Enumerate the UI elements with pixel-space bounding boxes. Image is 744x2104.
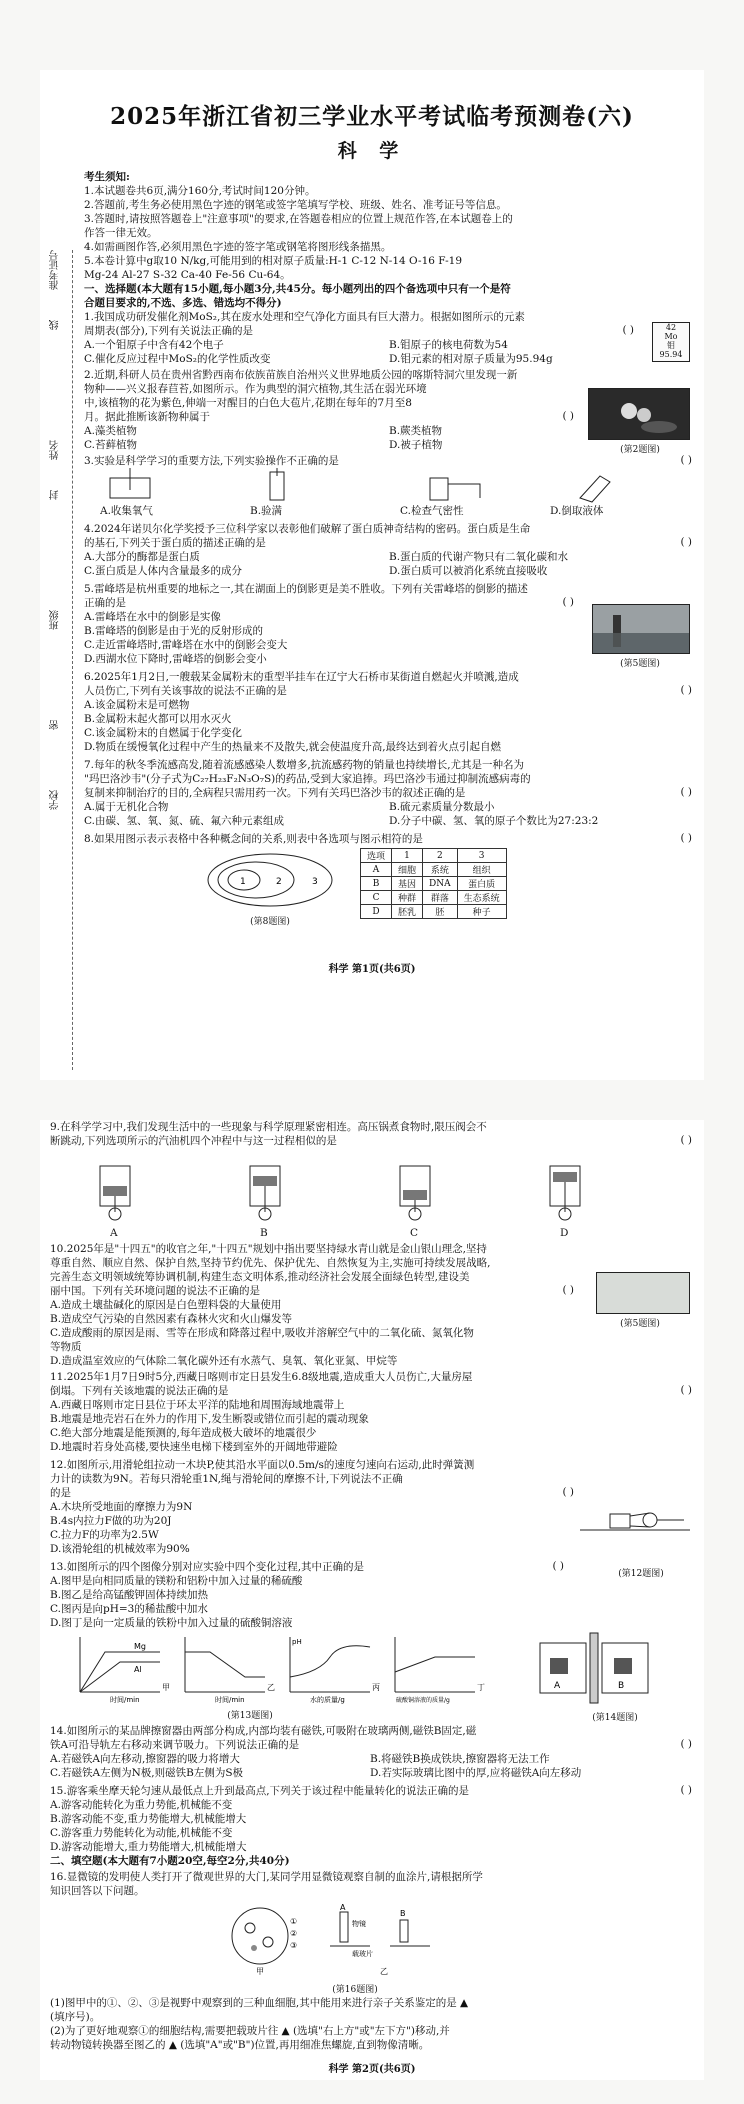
table-header: 1 <box>392 849 423 863</box>
table-cell: D <box>361 905 392 919</box>
question-13 <box>50 1560 570 1630</box>
table-row <box>361 891 507 905</box>
question-7 <box>84 758 694 828</box>
q13-option-c: C.图丙是向pH=3的稀盐酸中加水 <box>50 1603 208 1615</box>
q12-answer-bracket: ( ) <box>562 1486 574 1498</box>
exam-subject: 科 学 <box>337 140 407 162</box>
q6-stem-cont: 人员伤亡,下列有关该事故的说法不正确的是 <box>84 685 287 697</box>
engine-stroke-c <box>400 1166 430 1220</box>
graph-jia <box>80 1637 170 1704</box>
binding-margin <box>42 250 73 1070</box>
q10-option-c: C.造成酸雨的原因是雨、雪等在形成和降落过程中,吸收并溶解空气中的二氧化硫、氮氧化物 <box>50 1327 474 1339</box>
q14-option-b: B.将磁铁B换成铁块,擦窗器将无法工作 <box>370 1753 550 1765</box>
q12-stem-cont: 的是 <box>50 1487 71 1499</box>
q14-stem-cont: 铁A可沿导轨左右移动来调节吸力。下列说法正确的是 <box>50 1739 300 1751</box>
table-row <box>361 877 507 891</box>
graph-label-al: Al <box>134 1665 142 1674</box>
q14-option-c: C.若磁铁A左侧为N极,则磁铁B左侧为S极 <box>50 1767 244 1779</box>
table-cell: C <box>361 891 392 905</box>
q5-option-b: B.雷峰塔的倒影是由于光的反射形成的 <box>84 625 264 637</box>
q1-stem: 1.我国成功研发催化剂MoS₂,其在废水处理和空气净化方面具有巨大潜力。根据如图所示的元素 <box>84 311 525 323</box>
q14-stem: 14.如图所示的某品牌擦窗器由两部分构成,内部均装有磁铁,可吸附在玻璃两侧,磁铁B固定,磁 <box>50 1725 477 1737</box>
notice-line: 1.本试题卷共6页,满分160分,考试时间120分钟。 <box>84 185 316 197</box>
binding-line: 线 <box>50 320 61 330</box>
question-1 <box>84 310 694 366</box>
q16-stem: 16.显微镜的发明使人类打开了微观世界的大门,某同学用显微镜观察自制的血涂片,请根据所学 <box>50 1871 483 1883</box>
q1-option-a: A.一个钼原子中含有42个电子 <box>84 339 224 351</box>
magnet-a-label: A <box>554 1681 561 1691</box>
q9-stem: 9.在科学学习中,我们发现生活中的一些现象与科学原理紧密相连。高压锅煮食物时,限压阀会不 <box>50 1121 487 1133</box>
q10-option-a: A.造成土壤盐碱化的原因是白色塑料袋的大量使用 <box>50 1299 282 1311</box>
table-cell: 基因 <box>392 877 423 891</box>
q12-pulley-diagram <box>580 1504 690 1564</box>
q12-option-c: C.拉力F的功率为2.5W <box>50 1529 159 1541</box>
q2-option-a: A.藻类植物 <box>84 425 137 437</box>
engine-stroke-b <box>250 1166 280 1220</box>
notice-line: 作答一律无效。 <box>84 227 158 239</box>
q13-option-b: B.图乙是给高锰酸钾固体持续加热 <box>50 1589 209 1601</box>
q11-option-d: D.地震时若身处高楼,要快速坐电梯下楼到室外的开阔地带避险 <box>50 1441 338 1453</box>
q3-options <box>100 504 690 518</box>
binding-class: 班级 <box>50 610 61 630</box>
question-15 <box>50 1784 690 1868</box>
q13-option-d: D.图丁是向一定质量的铁粉中加入过量的硫酸铜溶液 <box>50 1617 293 1629</box>
table-cell: 胚 <box>423 905 458 919</box>
q5-option-c: C.走近雷峰塔时,雷峰塔在水中的倒影会变大 <box>84 639 288 651</box>
graph-tag-ding: 丁 <box>477 1683 485 1692</box>
q14-option-a: A.若磁铁A向左移动,擦窗器的吸力将增大 <box>50 1753 240 1765</box>
position-b-label: B <box>400 1909 406 1918</box>
q10-option-c-cont: 等物质 <box>50 1341 82 1353</box>
q4-option-d: D.蛋白质可以被消化系统直接吸收 <box>389 565 548 577</box>
q16-part-1: (1)图甲中的①、②、③是视野中观察到的三种血细胞,其中能用来进行亲子关系鉴定的是 ▲ <box>50 1997 469 2009</box>
q8-stem: 8.如果用图示表示表格中各种概念间的关系,则表中各选项与图示相符的是 <box>84 833 423 845</box>
flower-illustration <box>589 389 689 439</box>
q8-venn-diagram <box>200 850 340 910</box>
magnet-b-label: B <box>618 1681 625 1691</box>
q3-option-a: A.收集氧气 <box>100 505 153 517</box>
q7-stem: 7.每年的秋冬季流感高发,随着流感感染人数增多,抗流感药物的销量也持续增长,尤其是一种名为 <box>84 759 525 771</box>
q7-stem-cont: 复制来抑制治疗的目的,全病程只需用药一次。下列有关玛巴洛沙韦的叙述正确的是 <box>84 787 466 799</box>
q3-lab-apparatus <box>100 468 660 504</box>
table-cell: 组织 <box>457 863 506 877</box>
mo-mass: 95.94 <box>659 350 683 359</box>
notice-line: 3.答题时,请按照答题卷上"注意事项"的要求,在答题卷相应的位置上规范作答,在本试题卷上的 <box>84 213 513 225</box>
notice-line: 5.本卷计算中g取10 N/kg,可能用到的相对原子质量:H-1 C-12 N-14 O-16 F-19 <box>84 255 463 267</box>
table-cell: 生态系统 <box>457 891 506 905</box>
q2-stem: 2.近期,科研人员在贵州省黔西南布依族苗族自治州兴义世界地质公园的喀斯特洞穴里发现一新 <box>84 369 518 381</box>
q2-stem-cont: 中,该植物的花为紫色,伸端一对醒目的白色大苞片,花期在每年的7月至8 <box>84 397 412 409</box>
cell-mark-1: ① <box>290 1917 298 1926</box>
q7-answer-bracket: ( ) <box>680 786 692 798</box>
q1-stem-cont: 周期表(部分),下列有关说法正确的是 <box>84 325 254 337</box>
q7-option-b: B.硫元素质量分数最小 <box>389 801 495 813</box>
q12-option-d: D.该滑轮组的机械效率为90% <box>50 1543 190 1555</box>
q13-caption: (第13题图) <box>227 1711 273 1721</box>
mo-symbol: Mo <box>664 332 678 341</box>
q13-stem: 13.如图所示的四个图像分别对应实验中四个变化过程,其中正确的是 <box>50 1561 365 1573</box>
venn-label-1: 1 <box>240 877 246 887</box>
q4-answer-bracket: ( ) <box>680 536 692 548</box>
q5-stem-cont: 正确的是 <box>84 597 126 609</box>
q2-option-d: D.被子植物 <box>389 439 443 451</box>
q7-option-c: C.由碳、氢、氧、氮、硫、氟六种元素组成 <box>84 815 284 827</box>
q16-part-2: (2)为了更好地观察①的细胞结构,需要把载玻片往 ▲ (选填"右上方"或"左下方")移动,并 <box>50 2025 450 2037</box>
mo-name: 钼 <box>667 341 675 350</box>
q4-option-a: A.大部分的酶都是蛋白质 <box>84 551 200 563</box>
q2-stem-cont: 月。据此推断该新物种属于 <box>84 411 210 423</box>
figure-jia-label: 甲 <box>256 1967 264 1976</box>
mo-periodic-cell <box>652 322 690 362</box>
table-cell: 种子 <box>457 905 506 919</box>
q16-microscope-figure <box>220 1902 480 1978</box>
table-cell: 蛋白质 <box>457 877 506 891</box>
page-footer: 科学 第2页(共6页) <box>328 2064 416 2075</box>
binding-mi: 密 <box>50 720 61 730</box>
table-header: 选项 <box>361 849 392 863</box>
q12-option-b: B.4s内拉力F做的功为20J <box>50 1515 172 1527</box>
q6-option-c: C.该金属粉末的自燃属于化学变化 <box>84 727 242 739</box>
table-header-row <box>361 849 507 863</box>
q2-option-c: C.苔藓植物 <box>84 439 137 451</box>
exam-title: 2025年浙江省初三学业水平考试临考预测卷(六) <box>110 103 634 130</box>
q11-option-a: A.西藏日喀则市定日县位于环太平洋的陆地和周围海域地震带上 <box>50 1399 345 1411</box>
table-cell: DNA <box>423 877 458 891</box>
q10-landscape-photo <box>596 1272 690 1314</box>
q12-stem-cont: 力计的读数为9N。若每只滑轮重1N,绳与滑轮间的摩擦不计,下列说法不正确 <box>50 1473 403 1485</box>
q5-pagoda-photo <box>592 604 690 654</box>
q6-option-b: B.金属粉末起火都可以用水灭火 <box>84 713 232 725</box>
graph-x-label: 时间/min <box>215 1696 245 1704</box>
q15-answer-bracket: ( ) <box>680 1784 692 1796</box>
question-4 <box>84 522 694 578</box>
q14-option-d: D.若实际玻璃比图中的厚,应将磁铁A向左移动 <box>370 1767 582 1779</box>
slide-label: 载玻片 <box>352 1950 373 1958</box>
q13-option-a: A.图甲是向相同质量的镁粉和铝粉中加入过量的稀硫酸 <box>50 1575 303 1587</box>
notice-line: Mg-24 Al-27 S-32 Ca-40 Fe-56 Cu-64。 <box>84 269 291 281</box>
q4-option-b: B.蛋白质的代谢产物只有二氧化碳和水 <box>389 551 569 563</box>
q7-option-a: A.属于无机化合物 <box>84 801 169 813</box>
q6-stem: 6.2025年1月2日,一艘载某金属粉末的重型半挂车在辽宁大石桥市某街道自燃起火并喷溅,造成 <box>84 671 519 683</box>
graph-label-mg: Mg <box>134 1642 146 1651</box>
question-10 <box>50 1242 690 1368</box>
q2-stem-cont: 物种——兴义报春苣苔,如图所示。作为典型的洞穴植物,其生活在弱光环境 <box>84 383 427 395</box>
q1-answer-bracket: ( ) <box>622 324 634 336</box>
q5-stem: 5.雷峰塔是杭州重要的地标之一,其在湖面上的倒影更是美不胜收。下列有关雷峰塔的倒影的描述 <box>84 583 528 595</box>
q8-caption: (第8题图) <box>250 917 290 927</box>
notice-line: 4.如需画图作答,必须用黑色字迹的签字笔或钢笔将图形线条描黑。 <box>84 241 392 253</box>
q9-label-c: C <box>410 1227 419 1239</box>
q15-option-a: A.游客动能转化为重力势能,机械能不变 <box>50 1799 233 1811</box>
table-cell: B <box>361 877 392 891</box>
q5-caption: (第5题图) <box>620 659 660 669</box>
q2-answer-bracket: ( ) <box>562 410 574 422</box>
q10-answer-bracket: ( ) <box>562 1284 574 1296</box>
graph-tag-jia: 甲 <box>162 1683 170 1692</box>
graph-tag-bing: 丙 <box>372 1683 380 1692</box>
q14-caption: (第14题图) <box>592 1713 638 1723</box>
table-row <box>361 863 507 877</box>
graph-ding <box>395 1637 485 1704</box>
q16-stem-cont: 知识回答以下问题。 <box>50 1885 145 1897</box>
q11-option-b: B.地震是地壳岩石在外力的作用下,发生断裂或错位而引起的震动现象 <box>50 1413 369 1425</box>
q3-option-c: C.检查气密性 <box>400 505 464 517</box>
notice-heading: 考生须知: <box>84 171 130 183</box>
q4-stem-cont: 的基石,下列关于蛋白质的描述正确的是 <box>84 537 266 549</box>
table-row <box>361 905 507 919</box>
q2-caption: (第2题图) <box>620 445 660 455</box>
q15-option-b: B.游客动能不变,重力势能增大,机械能增大 <box>50 1813 247 1825</box>
exam-page-1 <box>40 70 704 1080</box>
q10-option-b: B.造成空气污染的自然因素有森林火灾和火山爆发等 <box>50 1313 293 1325</box>
q4-stem: 4.2024年诺贝尔化学奖授予三位科学家以表彰他们破解了蛋白质神奇结构的密码。蛋白质是生命 <box>84 523 531 535</box>
section2-heading: 二、填空题(本大题有7小题20空,每空2分,共40分) <box>50 1855 290 1867</box>
q6-answer-bracket: ( ) <box>680 684 692 696</box>
notice-line: 2.答题前,考生务必使用黑色字迹的钢笔或签字笔填写学校、班级、姓名、准考证号等信息。 <box>84 199 507 211</box>
q9-labels <box>110 1226 690 1240</box>
question-9 <box>50 1120 690 1148</box>
table-cell: A <box>361 863 392 877</box>
q9-label-b: B <box>260 1227 268 1239</box>
q9-label-a: A <box>110 1227 118 1239</box>
cell-mark-3: ③ <box>290 1941 298 1950</box>
q13-graphs <box>70 1632 490 1704</box>
notice-block <box>84 170 694 310</box>
exam-page-2 <box>40 1120 704 2080</box>
q1-option-d: D.钼元素的相对原子质量为95.94g <box>389 353 553 365</box>
binding-exam-no: 准考证号 <box>50 250 61 290</box>
graph-bing <box>290 1637 380 1704</box>
q3-option-b: B.验满 <box>250 505 283 517</box>
table-cell: 种群 <box>392 891 423 905</box>
table-cell: 细胞 <box>392 863 423 877</box>
position-a-label: A <box>340 1903 346 1912</box>
q16-part-1-cont: (填序号)。 <box>50 2011 101 2023</box>
mo-atomic-number: 42 <box>665 323 677 332</box>
q11-stem-cont: 倒塌。下列有关该地震的说法正确的是 <box>50 1385 229 1397</box>
q12-option-a: A.木块所受地面的摩擦力为9N <box>50 1501 193 1513</box>
q10-caption: (第5题图) <box>620 1319 660 1329</box>
q3-answer-bracket: ( ) <box>680 454 692 466</box>
q1-option-c: C.催化反应过程中MoS₂的化学性质改变 <box>84 353 271 365</box>
question-11 <box>50 1370 690 1454</box>
q10-option-d: D.造成温室效应的气体除二氧化碳外还有水蒸气、臭氧、氧化亚氮、甲烷等 <box>50 1355 398 1367</box>
q14-window-cleaner-diagram <box>510 1628 690 1708</box>
q6-option-a: A.该金属粉末是可燃物 <box>84 699 190 711</box>
q7-option-d: D.分子中碳、氢、氧的原子个数比为27:23:2 <box>389 815 599 827</box>
question-6 <box>84 670 694 754</box>
q10-stem-cont: 丽中国。下列有关环境问题的说法不正确的是 <box>50 1285 260 1297</box>
table-cell: 胚乳 <box>392 905 423 919</box>
figure-yi-label: 乙 <box>380 1967 388 1976</box>
q16-caption: (第16题图) <box>332 1985 378 1995</box>
graph-x-label: 硫酸铜溶液的质量/g <box>396 1697 450 1704</box>
q5-option-a: A.雷峰塔在水中的倒影是实像 <box>84 611 221 623</box>
section1-heading: 一、选择题(本大题有15小题,每小题3分,共45分。每小题列出的四个备选项中只有一个是符 <box>84 283 511 295</box>
q8-table <box>360 848 507 919</box>
engine-stroke-d <box>550 1166 580 1220</box>
venn-label-2: 2 <box>276 877 282 887</box>
q2-plant-photo <box>588 388 690 440</box>
question-3 <box>84 454 694 468</box>
q16-subquestions <box>50 1996 690 2052</box>
q8-answer-bracket: ( ) <box>680 832 692 844</box>
q2-option-b: B.蕨类植物 <box>389 425 443 437</box>
q15-option-c: C.游客重力势能转化为动能,机械能不变 <box>50 1827 233 1839</box>
q4-option-c: C.蛋白质是人体内含量最多的成分 <box>84 565 242 577</box>
binding-name: 姓名 <box>50 440 61 460</box>
graph-x-label: 时间/min <box>110 1696 140 1704</box>
q9-engine-strokes <box>70 1156 670 1226</box>
binding-school: 学校 <box>50 790 61 810</box>
q3-option-d: D.倒取液体 <box>550 505 604 517</box>
section1-heading-cont: 合题目要求的,不选、多选、错选均不得分) <box>84 297 282 309</box>
table-header: 2 <box>423 849 458 863</box>
question-16 <box>50 1870 690 1898</box>
q5-option-d: D.西湖水位下降时,雷峰塔的倒影会变小 <box>84 653 267 665</box>
q1-option-b: B.钼原子的核电荷数为54 <box>389 339 508 351</box>
graph-y-label: pH <box>292 1638 302 1646</box>
q6-option-d: D.物质在缓慢氧化过程中产生的热量来不及散失,就会使温度升高,最终达到着火点引起自燃 <box>84 741 502 753</box>
q3-stem: 3.实验是科学学习的重要方法,下列实验操作不正确的是 <box>84 455 339 467</box>
graph-yi <box>185 1637 275 1704</box>
cell-mark-2: ② <box>290 1929 298 1938</box>
q5-answer-bracket: ( ) <box>562 596 574 608</box>
objective-label: 物镜 <box>352 1920 366 1928</box>
table-cell: 群落 <box>423 891 458 905</box>
q15-option-d: D.游客动能增大,重力势能增大,机械能增大 <box>50 1841 247 1853</box>
venn-label-3: 3 <box>312 877 318 887</box>
q11-option-c: C.绝大部分地震是能预测的,每年造成极大破坏的地震很少 <box>50 1427 317 1439</box>
q11-answer-bracket: ( ) <box>680 1384 692 1396</box>
binding-seal: 封 <box>50 490 61 500</box>
q12-caption: (第12题图) <box>618 1569 664 1579</box>
table-cell: 系统 <box>423 863 458 877</box>
pagoda-illustration <box>593 605 689 653</box>
q11-stem: 11.2025年1月7日9时5分,西藏日喀则市定日县发生6.8级地震,造成重大人员伤亡,大量房屋 <box>50 1371 473 1383</box>
q16-part-2-cont: 转动物镜转换器至图乙的 ▲ (选填"A"或"B")位置,再用细准焦螺旋,直到物像清晰。 <box>50 2039 430 2051</box>
q9-stem-cont: 断跳动,下列选项所示的汽油机四个冲程中与这一过程相似的是 <box>50 1135 337 1147</box>
q10-stem-cont: 尊重自然、顺应自然、保护自然,坚持节约优先、保护优先、自然恢复为主,实施可持续发展战略, <box>50 1257 491 1269</box>
q13-answer-bracket: ( ) <box>552 1560 564 1572</box>
q10-stem: 10.2025年是"十四五"的收官之年,"十四五"规划中指出要坚持绿水青山就是金山银山理念,坚持 <box>50 1243 487 1255</box>
graph-x-label: 水的质量/g <box>310 1696 345 1704</box>
table-header: 3 <box>457 849 506 863</box>
q12-stem: 12.如图所示,用滑轮组拉动一木块P,使其沿水平面以0.5m/s的速度匀速向右运动,此时弹簧测 <box>50 1459 475 1471</box>
q14-answer-bracket: ( ) <box>680 1738 692 1750</box>
question-14 <box>50 1724 690 1780</box>
q9-label-d: D <box>560 1227 569 1239</box>
page-footer: 科学 第1页(共6页) <box>328 964 416 975</box>
q7-stem-cont: "玛巴洛沙韦"(分子式为C₂₇H₂₃F₂N₃O₇S)的药品,受到大家追捧。玛巴洛沙韦通过抑制流感病毒的 <box>84 773 531 785</box>
q9-answer-bracket: ( ) <box>680 1134 692 1146</box>
graph-tag-yi: 乙 <box>267 1683 275 1692</box>
question-8 <box>84 832 694 846</box>
engine-stroke-a <box>100 1166 130 1220</box>
q10-stem-cont: 完善生态文明领域统筹协调机制,构建生态文明体系,推动经济社会发展全面绿色转型,建设美 <box>50 1271 470 1283</box>
q15-stem: 15.游客乘坐摩天轮匀速从最低点上升到最高点,下列关于该过程中能量转化的说法正确的是 <box>50 1785 470 1797</box>
